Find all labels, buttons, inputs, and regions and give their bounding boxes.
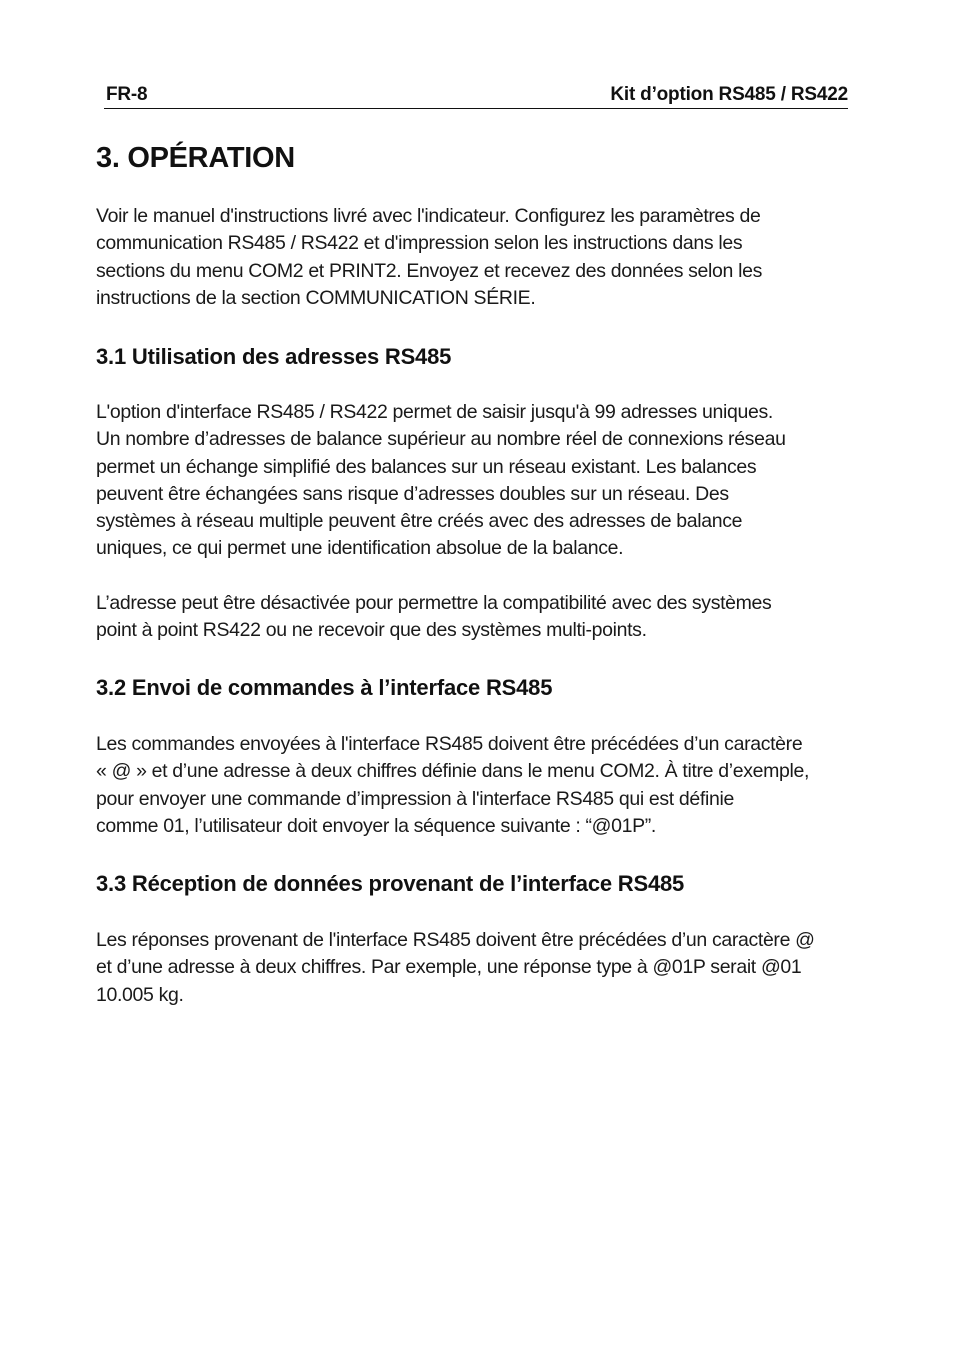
- paragraph-line: comme 01, l’utilisateur doit envoyer la séquence suivante : “@01P”.: [96, 814, 656, 837]
- intro-line: Voir le manuel d'instructions livré avec l'indicateur. Configurez les paramètres de: [96, 205, 761, 227]
- subsection-title-3-3: 3.3 Réception de données provenant de l’interface RS485: [96, 871, 685, 896]
- paragraph-line: systèmes à réseau multiple peuvent être créés avec des adresses de balance: [96, 510, 743, 533]
- document-title: Kit d’option RS485 / RS422: [610, 84, 848, 105]
- paragraph-3-1-a: [96, 399, 786, 563]
- intro-line: instructions de la section COMMUNICATION SÉRIE.: [96, 286, 536, 309]
- paragraph-3-2: [96, 731, 809, 840]
- paragraph-line: L'option d'interface RS485 / RS422 permet de saisir jusqu'à 99 adresses uniques.: [96, 401, 773, 423]
- intro-line: communication RS485 / RS422 et d'impression selon les instructions dans les: [96, 232, 743, 255]
- paragraph-line: peuvent être échangées sans risque d’adresses doubles sur un réseau. Des: [96, 482, 729, 505]
- paragraph-line: L’adresse peut être désactivée pour permettre la compatibilité avec des systèmes: [96, 592, 772, 614]
- page-header: [104, 82, 848, 109]
- paragraph-line: Les commandes envoyées à l'interface RS485 doivent être précédées d’un caractère: [96, 733, 803, 755]
- paragraph-line: 10.005 kg.: [96, 983, 184, 1006]
- paragraph-3-3: [96, 927, 815, 1009]
- paragraph-line: Les réponses provenant de l'interface RS485 doivent être précédées d’un caractère @: [96, 929, 815, 951]
- subsection-title-3-1: 3.1 Utilisation des adresses RS485: [96, 344, 452, 369]
- paragraph-3-1-b: [96, 590, 771, 645]
- paragraph-line: point à point RS422 ou ne recevoir que des systèmes multi-points.: [96, 619, 647, 642]
- paragraph-line: permet un échange simplifié des balances sur un réseau existant. Les balances: [96, 455, 757, 478]
- paragraph-line: pour envoyer une commande d’impression à l'interface RS485 qui est définie: [96, 787, 734, 810]
- paragraph-line: et d’une adresse à deux chiffres. Par exemple, une réponse type à @01P serait @01: [96, 956, 802, 979]
- page-number: FR-8: [106, 84, 148, 105]
- paragraph-line: uniques, ce qui permet une identification absolue de la balance.: [96, 537, 624, 560]
- paragraph-line: Un nombre d’adresses de balance supérieur au nombre réel de connexions réseau: [96, 428, 786, 451]
- intro-line: sections du menu COM2 et PRINT2. Envoyez et recevez des données selon les: [96, 259, 762, 282]
- intro-paragraph: [96, 203, 762, 312]
- section-title: 3. OPÉRATION: [96, 142, 295, 174]
- paragraph-line: « @ » et d’une adresse à deux chiffres définie dans le menu COM2. À titre d’exemple,: [96, 760, 810, 783]
- subsection-title-3-2: 3.2 Envoi de commandes à l’interface RS485: [96, 675, 553, 700]
